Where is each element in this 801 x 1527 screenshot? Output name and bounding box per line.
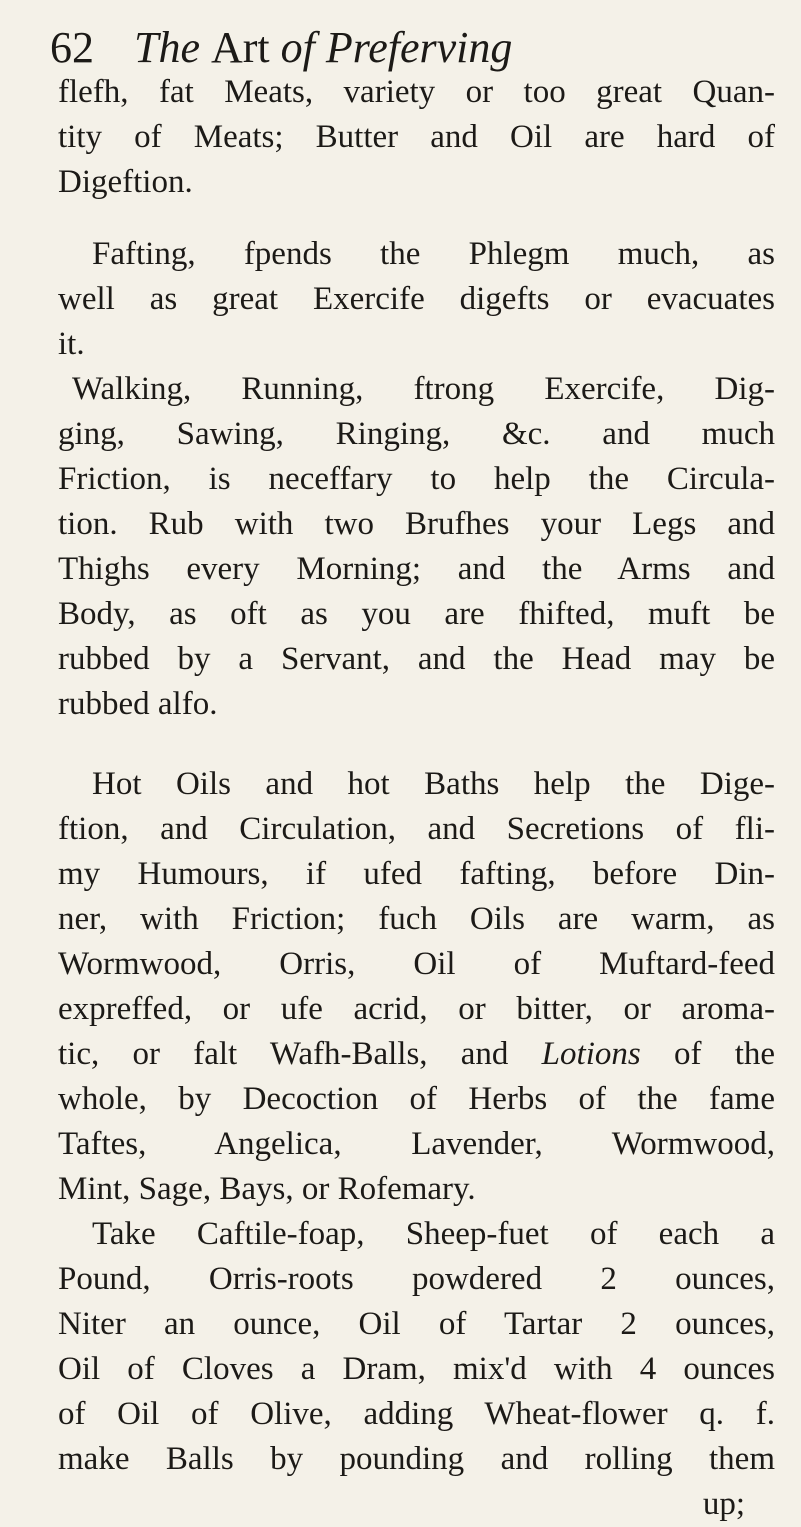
text-line: ging, Sawing, Ringing, &c. and much: [58, 416, 775, 452]
paragraph-gap: [58, 205, 775, 232]
text-line: Thighs every Morning; and the Arms and: [58, 551, 775, 587]
text-line: Friction, is neceffary to help the Circula-: [58, 461, 775, 497]
text-line: Taftes, Angelica, Lavender, Wormwood,: [58, 1126, 775, 1162]
paragraph-5: [58, 1212, 775, 1527]
page-number: 62: [50, 23, 94, 72]
text-line: expreffed, or ufe acrid, or bitter, or aroma-: [58, 991, 775, 1027]
paragraph-3: [58, 367, 775, 727]
text-line: well as great Exercife digefts or evacuates: [58, 281, 775, 317]
text-line: rubbed alfo.: [58, 686, 218, 722]
text-line: whole, by Decoction of Herbs of the fame: [58, 1081, 775, 1117]
text-line: flefh, fat Meats, variety or too great Quan-: [58, 74, 775, 110]
title-part-1: The: [134, 23, 200, 72]
text-line: it.: [58, 326, 85, 362]
text-segment: of the: [673, 1036, 776, 1072]
title-part-3: of Preferving: [280, 23, 513, 72]
text-line: tion. Rub with two Brufhes your Legs and: [58, 506, 775, 542]
text-line: Fafting, fpends the Phlegm much, as: [92, 236, 775, 272]
text-line: ner, with Friction; fuch Oils are warm, as: [58, 901, 775, 937]
text-line: ftion, and Circulation, and Secretions of fli-: [58, 811, 775, 847]
paragraph-1: [58, 70, 775, 205]
text-line: Wormwood, Orris, Oil of Muftard-feed: [58, 946, 775, 982]
text-line: Mint, Sage, Bays, or Rofemary.: [58, 1171, 476, 1207]
paragraph-gap: [58, 727, 775, 762]
text-line: Walking, Running, ftrong Exercife, Dig-: [72, 371, 775, 407]
body-text: [58, 70, 775, 1527]
title-part-2: Art: [211, 23, 270, 72]
text-line: of Oil of Olive, adding Wheat-flower q. f.: [58, 1396, 775, 1432]
text-line: tity of Meats; Butter and Oil are hard of: [58, 119, 775, 155]
text-line: Niter an ounce, Oil of Tartar 2 ounces,: [58, 1306, 775, 1342]
paragraph-2: [58, 232, 775, 367]
italic-word: Lotions: [541, 1036, 641, 1072]
text-line: Digeftion.: [58, 164, 193, 200]
text-line: make Balls by pounding and rolling them: [58, 1441, 775, 1477]
text-line: my Humours, if ufed fafting, before Din-: [58, 856, 775, 892]
paragraph-4: [58, 762, 775, 1212]
catchword: up;: [702, 1486, 745, 1522]
text-line: Body, as oft as you are fhifted, muft be: [58, 596, 775, 632]
text-line-with-italic: [58, 1032, 775, 1077]
running-header: [50, 18, 771, 78]
text-line: rubbed by a Servant, and the Head may be: [58, 641, 775, 677]
text-line: Pound, Orris-roots powdered 2 ounces,: [58, 1261, 775, 1297]
text-line: Take Caftile-foap, Sheep-fuet of each a: [92, 1216, 775, 1252]
running-title: [134, 18, 512, 78]
text-segment: tic, or falt Wafh-Balls, and: [58, 1036, 509, 1072]
text-line: Hot Oils and hot Baths help the Dige-: [92, 766, 775, 802]
text-line: Oil of Cloves a Dram, mix'd with 4 ounces: [58, 1351, 775, 1387]
